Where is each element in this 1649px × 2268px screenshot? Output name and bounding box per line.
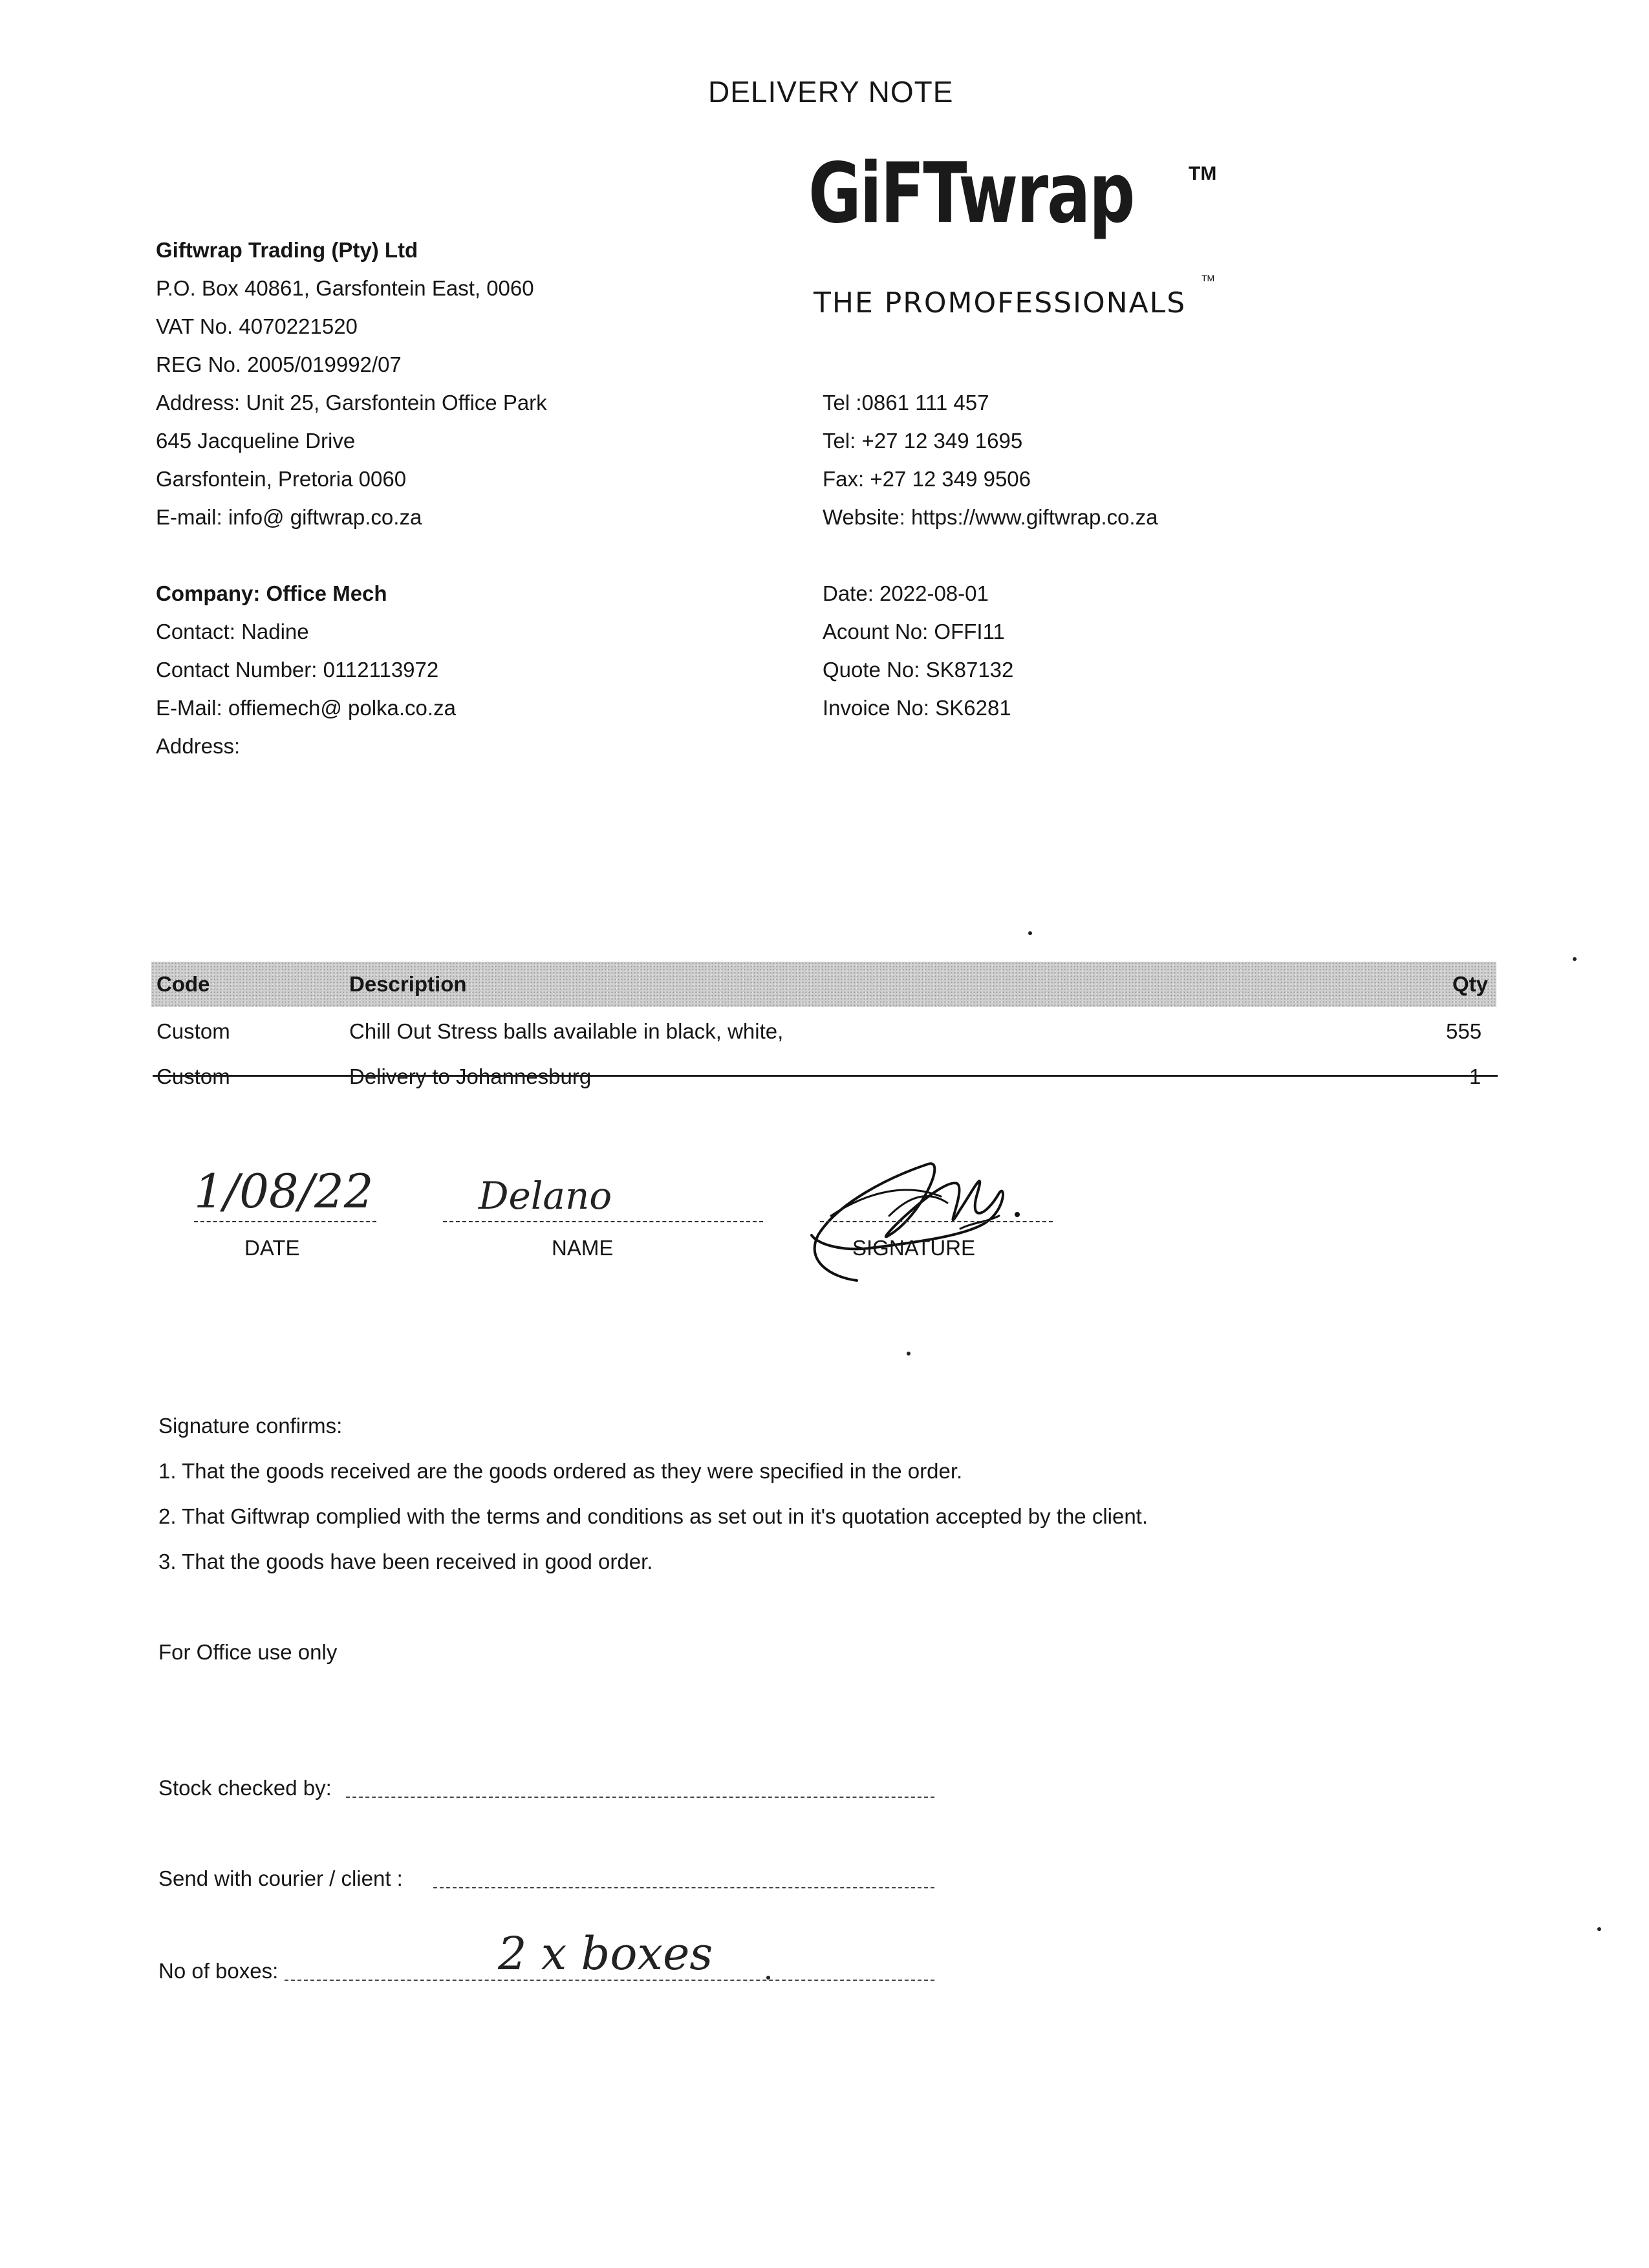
scan-speck	[766, 1976, 770, 1980]
document-title: DELIVERY NOTE	[708, 75, 954, 109]
row-2-code: Custom	[156, 1064, 230, 1088]
office-heading: For Office use only	[158, 1640, 338, 1664]
logo-tagline: THE PROMOFESSIONALS	[814, 286, 1187, 319]
stock-checked-field[interactable]	[346, 1797, 934, 1798]
sender-address-1: Address: Unit 25, Garsfontein Office Park	[156, 391, 547, 415]
date-line	[194, 1221, 376, 1222]
client-email: E-Mail: offiemech@ polka.co.za	[156, 696, 456, 720]
confirm-item-3: 3. That the goods have been received in good order.	[158, 1550, 653, 1573]
client-number: Contact Number: 0112113972	[156, 658, 439, 682]
confirm-item-1: 1. That the goods received are the goods ordered as they were specified in the order.	[158, 1459, 963, 1483]
sender-vat: VAT No. 4070221520	[156, 314, 358, 338]
scan-speck	[1597, 1927, 1601, 1931]
sender-name: Giftwrap Trading (Pty) Ltd	[156, 238, 418, 262]
handwritten-boxes: 2 x boxes	[498, 1927, 713, 1980]
handwritten-date: 1/08/22	[194, 1164, 374, 1218]
client-contact: Contact: Nadine	[156, 620, 309, 643]
confirms-heading: Signature confirms:	[158, 1414, 343, 1438]
tel-2: Tel: +27 12 349 1695	[823, 429, 1023, 453]
sender-address-3: Garsfontein, Pretoria 0060	[156, 467, 407, 491]
signature-line	[820, 1221, 1053, 1222]
row-2-description: Delivery to Johannesburg	[349, 1064, 592, 1088]
header-description: Description	[349, 972, 467, 996]
sender-reg: REG No. 2005/019992/07	[156, 352, 402, 376]
website: Website: https://www.giftwrap.co.za	[823, 505, 1158, 529]
send-with-field[interactable]	[433, 1887, 934, 1888]
invoice-number: Invoice No: SK6281	[823, 696, 1011, 720]
fax: Fax: +27 12 349 9506	[823, 467, 1031, 491]
tel-1: Tel :0861 111 457	[823, 391, 989, 415]
send-with-label: Send with courier / client :	[158, 1866, 403, 1890]
strikethrough-line	[153, 1075, 1498, 1077]
row-1-qty: 555	[1446, 1019, 1482, 1043]
name-label: NAME	[552, 1236, 614, 1260]
scan-speck	[1028, 931, 1032, 935]
scan-speck	[1573, 957, 1577, 961]
stock-checked-label: Stock checked by:	[158, 1776, 332, 1800]
table-header	[151, 962, 1496, 1007]
sender-address-2: 645 Jacqueline Drive	[156, 429, 356, 453]
row-1-code: Custom	[156, 1019, 230, 1043]
header-code: Code	[156, 972, 210, 996]
signature-label: SIGNATURE	[852, 1236, 976, 1260]
signature-image	[792, 1138, 1044, 1293]
account-number: Acount No: OFFI11	[823, 620, 1005, 643]
sender-po-box: P.O. Box 40861, Garsfontein East, 0060	[156, 276, 534, 300]
sender-email: E-mail: info@ giftwrap.co.za	[156, 505, 422, 529]
boxes-label: No of boxes:	[158, 1959, 279, 1983]
scan-speck	[907, 1352, 911, 1355]
handwritten-name: Delano	[479, 1174, 612, 1218]
header-qty: Qty	[1452, 972, 1489, 996]
client-address: Address:	[156, 734, 241, 758]
row-1-description: Chill Out Stress balls available in black, white,	[349, 1019, 784, 1043]
name-line	[443, 1221, 763, 1222]
logo-trademark: TM	[1189, 163, 1217, 184]
row-2-qty: 1	[1469, 1064, 1482, 1088]
quote-number: Quote No: SK87132	[823, 658, 1014, 682]
order-date: Date: 2022-08-01	[823, 581, 989, 605]
client-company: Company: Office Mech	[156, 581, 387, 605]
company-logo: GiFTwrap	[808, 146, 1134, 242]
tagline-trademark: TM	[1202, 273, 1215, 283]
confirm-item-2: 2. That Giftwrap complied with the terms and conditions as set out in it's quotation accepted by the client.	[158, 1504, 1148, 1528]
date-label: DATE	[244, 1236, 300, 1260]
